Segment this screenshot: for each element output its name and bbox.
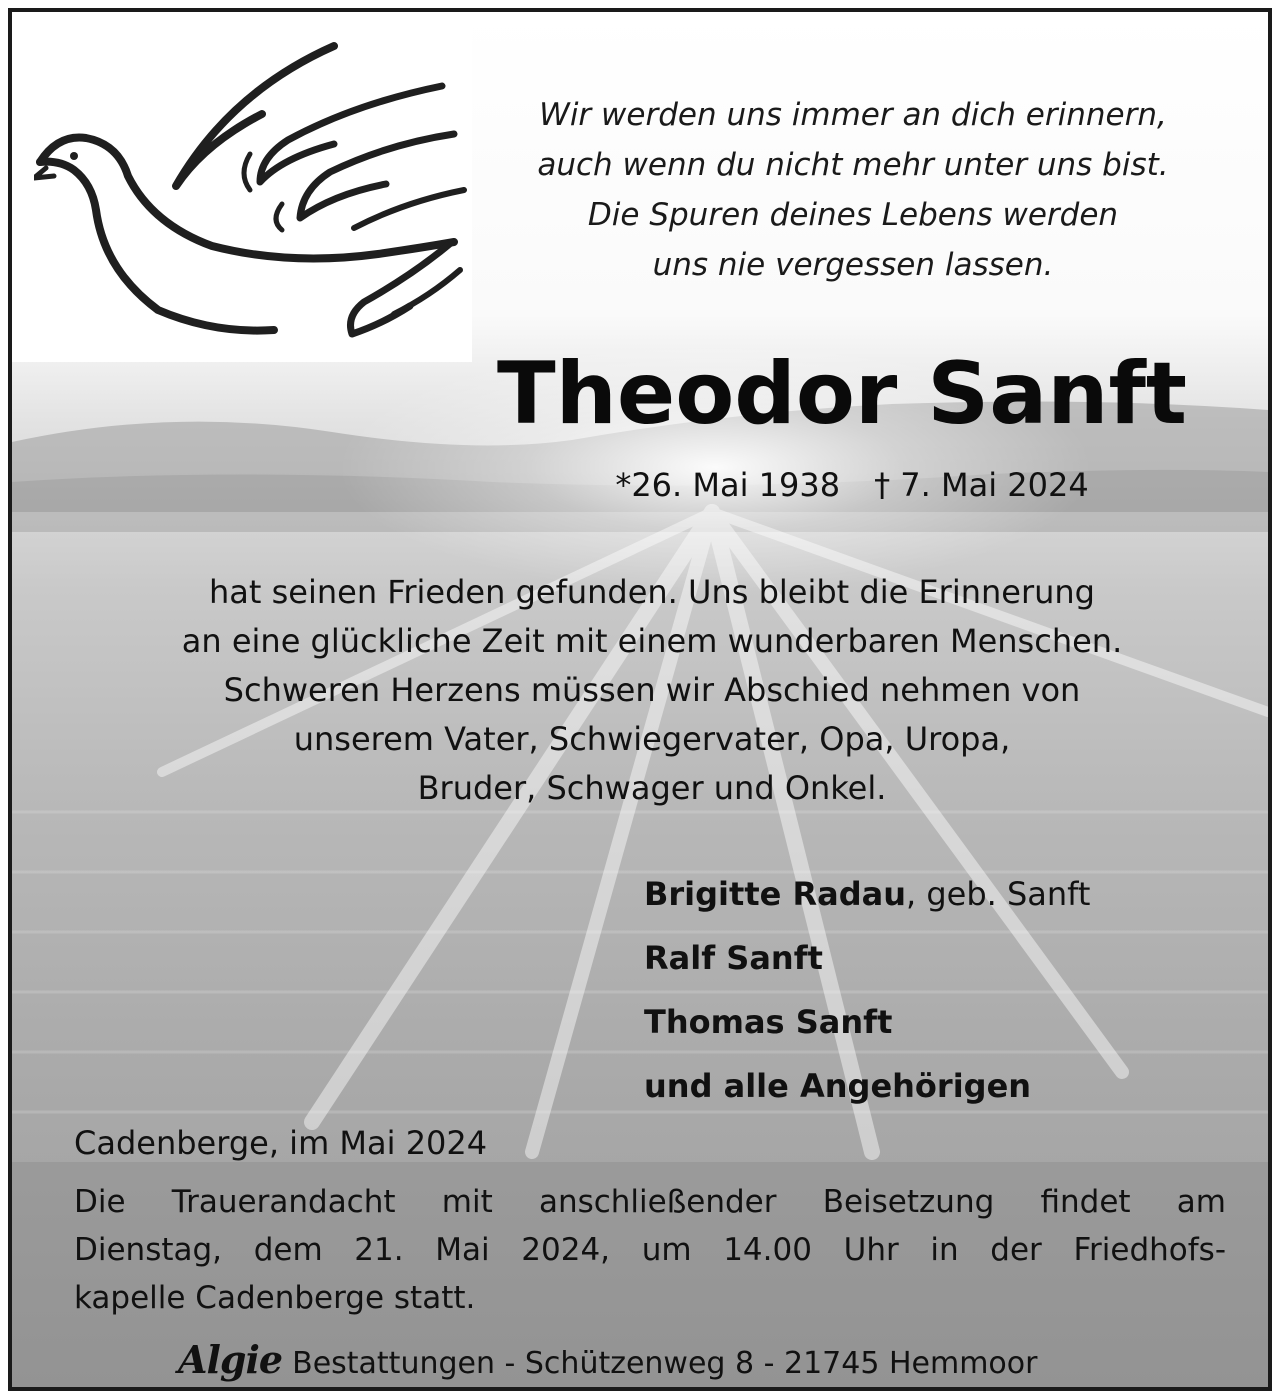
birth-date: *26. Mai 1938	[615, 466, 841, 504]
death-date: † 7. Mai 2024	[874, 466, 1089, 504]
deceased-name: Theodor Sanft	[496, 344, 1187, 444]
text-line: Schweren Herzens müssen wir Abschied nehmen von	[223, 671, 1081, 709]
text-line: an eine glückliche Zeit mit einem wunderbaren Menschen.	[181, 622, 1123, 660]
mourner-item	[644, 990, 1244, 1054]
service-line: Dienstag, dem 21. Mai 2024, um 14.00 Uhr in der Friedhofs-	[74, 1232, 1226, 1268]
text-line: unserem Vater, Schwiegervater, Opa, Uropa,	[293, 720, 1011, 758]
quote-line: Die Spuren deines Lebens werden	[587, 197, 1119, 233]
mourner-item	[644, 926, 1244, 990]
service-notice	[74, 1178, 1226, 1322]
funeral-home-logo: Algie	[178, 1337, 283, 1382]
mourner-name: Brigitte Radau	[644, 875, 906, 913]
mourners-list	[644, 862, 1244, 1118]
mourner-item	[644, 1054, 1244, 1118]
life-dates	[532, 460, 1172, 510]
funeral-home-footer	[178, 1338, 1138, 1386]
service-line: Die Trauerandacht mit anschließender Beisetzung findet am	[74, 1184, 1226, 1220]
quote-line: uns nie vergessen lassen.	[652, 247, 1054, 283]
obituary-text	[52, 568, 1252, 813]
mourner-suffix: , geb. Sanft	[905, 875, 1091, 913]
funeral-home-address: Bestattungen - Schützenweg 8 - 21745 Hemmoor	[292, 1346, 1038, 1381]
obituary-frame	[8, 8, 1272, 1391]
text-line: hat seinen Frieden gefunden. Uns bleibt die Erinnerung	[209, 573, 1095, 611]
memorial-quote	[488, 90, 1218, 290]
dove-icon	[34, 34, 474, 354]
mourner-name: Ralf Sanft	[644, 939, 823, 977]
mourner-name: und alle Angehörigen	[644, 1067, 1032, 1105]
mourner-item	[644, 862, 1244, 926]
quote-line: Wir werden uns immer an dich erinnern,	[539, 97, 1167, 133]
service-line: kapelle Cadenberge statt.	[74, 1280, 476, 1316]
quote-line: auch wenn du nicht mehr unter uns bist.	[537, 147, 1169, 183]
place-date: Cadenberge, im Mai 2024	[74, 1124, 488, 1162]
text-line: Bruder, Schwager und Onkel.	[417, 769, 887, 807]
mourner-name: Thomas Sanft	[644, 1003, 893, 1041]
